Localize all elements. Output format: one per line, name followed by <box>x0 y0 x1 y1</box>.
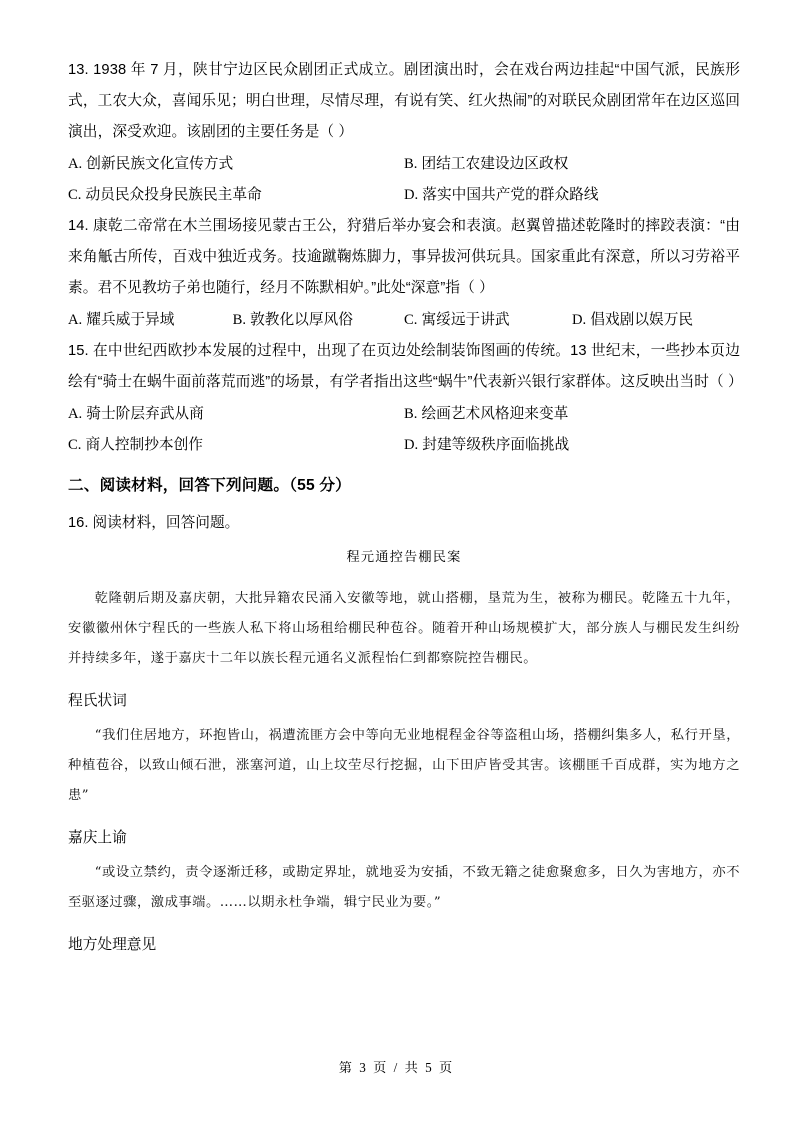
page-footer: 第 3 页 / 共 5 页 <box>338 1060 455 1075</box>
question-13 <box>68 55 740 148</box>
source-label-local-opinion: 地方处理意见 <box>68 937 157 953</box>
question-15-options <box>68 399 740 461</box>
option-letter: A. <box>68 406 83 422</box>
question-13-option-a[interactable] <box>68 149 404 180</box>
material-intro-paragraph: 乾隆朝后期及嘉庆朝，大批异籍农民涌入安徽等地，就山搭棚，垦荒为生，被称为棚民。乾隆五十九年，安徽徽州休宁程氏的一些族人私下将山场租给棚民种苞谷。随着开种山场规模扩大，部分族人与棚民发生纠纷并持续多年，遂于嘉庆十二年以族长程元通名义派程怡仁到都察院控告棚民。 <box>68 591 740 666</box>
option-letter: A. <box>68 312 83 328</box>
question-13-stem: 13. 1938 年 7 月，陕甘宁边区民众剧团正式成立。剧团演出时，会在戏台两边挂起“中国气派，民族形式，工农大众，喜闻乐见；明白世理，尽情尽理，有说有笑、红火热闹”的对联民众剧团常年在边区巡回演出，深受欢迎。该剧团的主要任务是（ ） <box>68 62 740 140</box>
option-letter: C. <box>68 187 82 203</box>
option-text: 骑士阶层弃武从商 <box>86 406 204 422</box>
option-letter: A. <box>68 156 83 172</box>
question-14-option-d[interactable] <box>572 305 740 336</box>
option-text: 商人控制抄本创作 <box>85 437 203 453</box>
option-text: 绘画艺术风格迎来变革 <box>421 406 569 422</box>
option-letter: C. <box>403 312 418 328</box>
source-label-cheng-statement: 程氏状词 <box>68 693 127 709</box>
question-15-option-b[interactable] <box>404 399 740 430</box>
question-15-option-c[interactable] <box>68 430 404 461</box>
option-letter: D. <box>404 187 419 203</box>
option-text: 敦教化以厚风俗 <box>250 312 353 328</box>
option-text: 落实中国共产党的群众路线 <box>422 187 599 203</box>
question-15 <box>68 336 743 398</box>
question-14-option-c[interactable] <box>404 305 572 336</box>
question-14-stem: 14. 康乾二帝常在木兰围场接见蒙古王公，狩猎后举办宴会和表演。赵翼曾描述乾隆时的摔跤表演：“由来角觗古所传，百戏中独近戎务。技逾蹴鞠炼脚力，事异拔河供玩具。国家重此有深意，所以习劳裕平素。君不见教坊子弟也随行，经月不陈默相妒。”此处“深意”指（ ） <box>68 218 740 296</box>
question-15-stem: 15. 在中世纪西欧抄本发展的过程中，出现了在页边处绘制装饰图画的传统。13 世纪末，一些抄本页边绘有“骑士在蜗牛面前落荒而逃”的场景，有学者指出这些“蜗牛”代表新兴银行家群体。这反映出当时（ ） <box>68 343 743 390</box>
material-title: 程元通控告棚民案 <box>346 550 462 565</box>
option-text: 动员民众投身民族民主革命 <box>85 187 262 203</box>
option-text: 封建等级秩序面临挑战 <box>422 437 570 453</box>
option-letter: B. <box>404 406 418 422</box>
option-letter: D. <box>404 437 419 453</box>
option-text: 倡戏剧以娱万民 <box>590 312 694 328</box>
option-letter: B. <box>404 156 418 172</box>
page-content <box>68 55 743 961</box>
question-14-option-a[interactable] <box>68 305 233 336</box>
question-14-options <box>68 305 740 336</box>
option-letter: D. <box>571 312 587 328</box>
option-text: 耀兵威于异域 <box>86 312 175 328</box>
option-text: 寓绥远于讲武 <box>421 312 510 328</box>
question-15-option-d[interactable] <box>404 430 740 461</box>
source-text-jiaqing-edict: “或设立禁约，责令逐渐迁移，或勘定界址，就地妥为安插，不致无籍之徒愈聚愈多，日久为害地方，亦不至驱逐过骤，激成事端。……以期永杜争端，辑宁民业为要。” <box>68 865 740 910</box>
question-13-option-d[interactable] <box>404 180 740 211</box>
option-text: 创新民族文化宣传方式 <box>86 156 234 172</box>
question-13-option-c[interactable] <box>68 180 404 211</box>
option-letter: C. <box>68 437 82 453</box>
question-14-option-b[interactable] <box>233 305 404 336</box>
section-two-heading: 二、阅读材料，回答下列问题。（55 分） <box>68 477 351 494</box>
question-14 <box>68 211 740 304</box>
question-15-option-a[interactable] <box>68 399 404 430</box>
source-label-jiaqing-edict: 嘉庆上谕 <box>68 830 127 846</box>
question-13-option-b[interactable] <box>404 149 740 180</box>
question-16-stem: 16. 阅读材料，回答问题。 <box>68 515 240 531</box>
question-13-options <box>68 149 740 211</box>
option-text: 团结工农建设边区政权 <box>421 156 569 172</box>
source-text-cheng-statement: “我们住居地方，环抱皆山，祸遭流匪方会中等向无业地棍程金谷等盗租山场，搭棚纠集多人，私行开垦，种植苞谷，以致山倾石泄，涨塞河道，山上坟茔尽行挖掘，山下田庐皆受其害。该棚匪千百成群，实为地方之患” <box>68 728 740 803</box>
option-letter: B. <box>232 312 247 328</box>
